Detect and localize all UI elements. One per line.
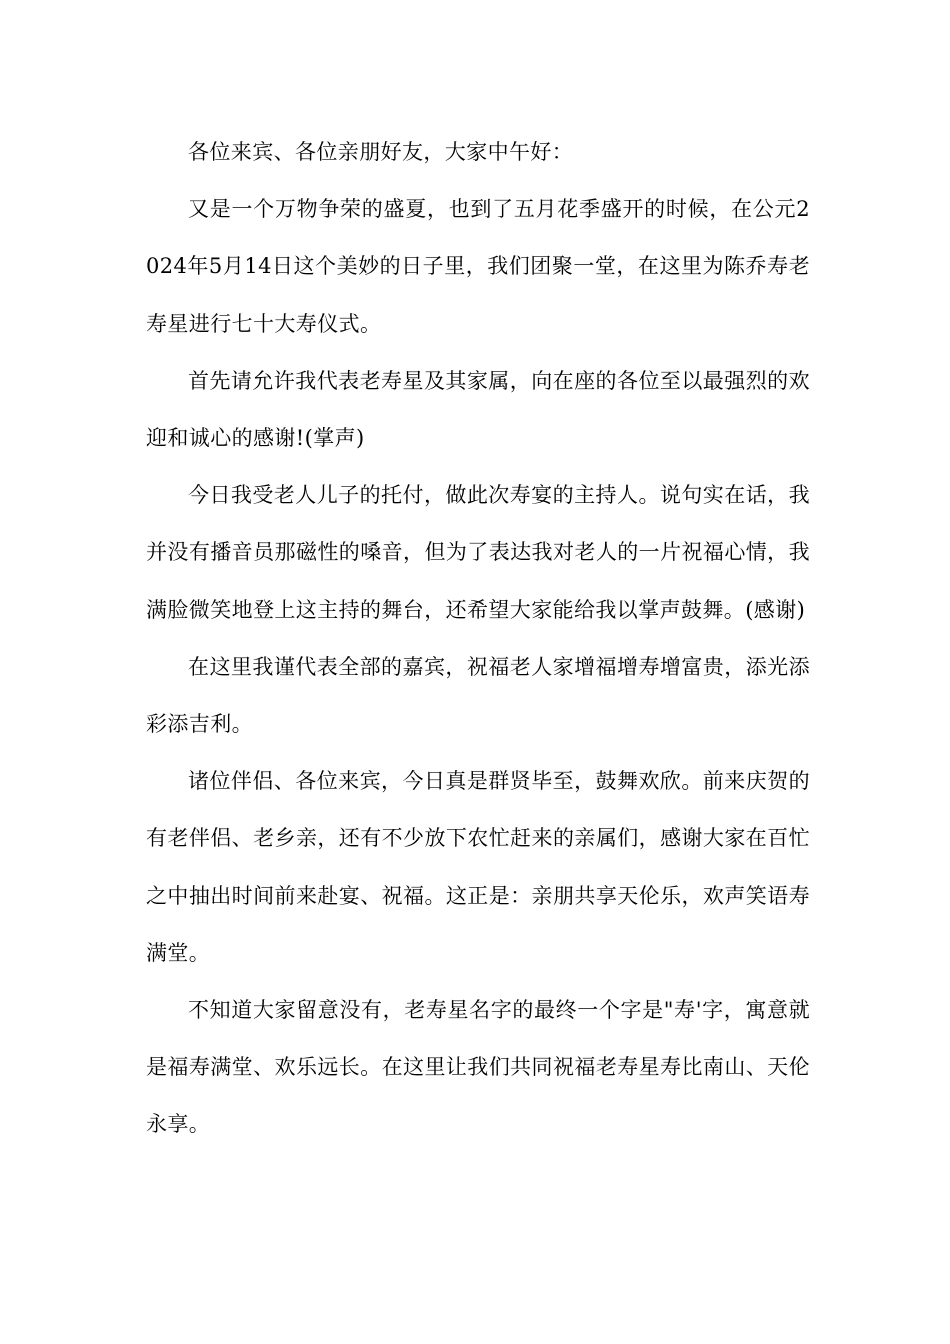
paragraph-guests: 诸位伴侣、各位来宾，今日真是群贤毕至，鼓舞欢欣。前来庆贺的有老伴侣、老乡亲，还有不少放下农忙赶来的亲属们，感谢大家在百忙之中抽出时间前来赴宴、祝福。这正是：亲朋共享天伦乐，欢声笑语寿满堂。 bbox=[146, 769, 810, 965]
paragraph-blessing: 在这里我谨代表全部的嘉宾，祝福老人家增福增寿增富贵，添光添彩添吉利。 bbox=[146, 654, 810, 737]
document-body bbox=[146, 124, 810, 1154]
paragraph-welcome: 首先请允许我代表老寿星及其家属，向在座的各位至以最强烈的欢迎和诚心的感谢!(掌声) bbox=[146, 368, 810, 451]
paragraph-greeting: 各位来宾、各位亲朋好友，大家中午好： bbox=[188, 140, 574, 164]
paragraph-host-intro: 今日我受老人儿子的托付，做此次寿宴的主持人。说句实在话，我并没有播音员那磁性的嗓音，但为了表达我对老人的一片祝福心情，我满脸微笑地登上这主持的舞台，还希望大家能给我以掌声鼓舞。(感谢) bbox=[146, 483, 810, 622]
paragraph-name-meaning: 不知道大家留意没有，老寿星名字的最终一个字是"寿'字，寓意就是福寿满堂、欢乐远长。在这里让我们共同祝福老寿星寿比南山、天伦永享。 bbox=[146, 998, 810, 1137]
paragraph-opening: 又是一个万物争荣的盛夏，也到了五月花季盛开的时候，在公元2024年5月14日这个美妙的日子里，我们团聚一堂，在这里为陈乔寿老寿星进行七十大寿仪式。 bbox=[146, 197, 810, 336]
